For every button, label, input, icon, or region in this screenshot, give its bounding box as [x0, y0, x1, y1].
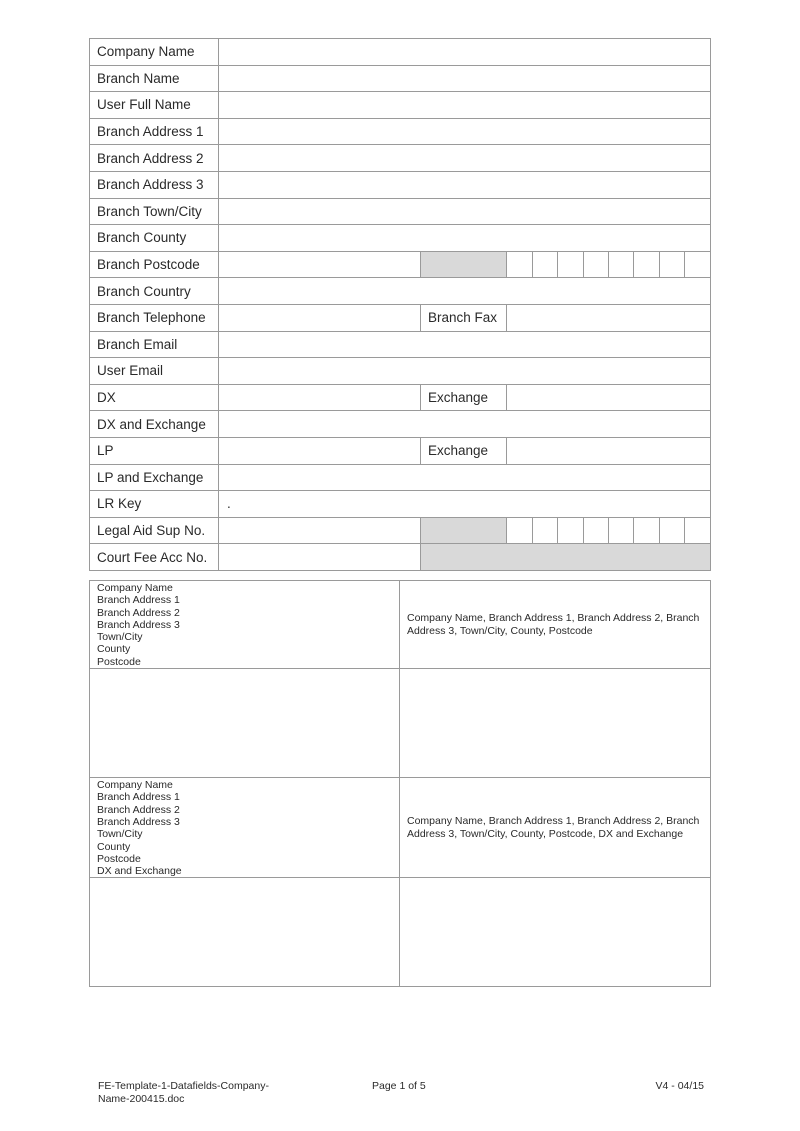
row-branch-address-3 — [90, 171, 711, 198]
row-legal-aid-sup-no — [90, 517, 711, 544]
address-block-1-lines — [90, 581, 400, 669]
datafields-form-table — [89, 38, 711, 571]
branch-address-2-label: Branch Address 2 — [90, 145, 219, 172]
lp-exchange-field[interactable] — [507, 437, 711, 464]
branch-country-field[interactable] — [219, 278, 711, 305]
row-company-name — [90, 39, 711, 66]
row-branch-country — [90, 278, 711, 305]
legal-aid-char-box[interactable] — [609, 517, 634, 544]
branch-county-field[interactable] — [219, 225, 711, 252]
row-lp — [90, 437, 711, 464]
address-line: County — [97, 643, 131, 656]
blank-cell[interactable] — [400, 878, 711, 987]
address-block-2-lines — [90, 778, 400, 878]
address-line: Company Name — [97, 582, 173, 594]
lp-field[interactable] — [219, 437, 421, 464]
address-line: Postcode — [97, 655, 141, 668]
postcode-char-box[interactable] — [685, 251, 711, 278]
legal-aid-char-box[interactable] — [558, 517, 584, 544]
branch-country-label: Branch Country — [90, 278, 219, 305]
address-block-1-row — [90, 581, 711, 669]
row-dx — [90, 384, 711, 411]
blank-cell[interactable] — [90, 878, 400, 987]
company-name-label: Company Name — [90, 39, 219, 66]
branch-postcode-label: Branch Postcode — [90, 251, 219, 278]
address-blocks-table — [89, 580, 711, 987]
lr-key-label: LR Key — [90, 491, 219, 518]
branch-name-field[interactable] — [219, 65, 711, 92]
postcode-char-box[interactable] — [533, 251, 558, 278]
dx-and-exchange-field[interactable] — [219, 411, 711, 438]
footer-version: V4 - 04/15 — [655, 1080, 704, 1092]
row-dx-and-exchange — [90, 411, 711, 438]
address-blank-row-2 — [90, 878, 711, 987]
blank-cell[interactable] — [90, 669, 400, 778]
row-lp-and-exchange — [90, 464, 711, 491]
address-line: Branch Address 1 — [97, 594, 180, 607]
branch-email-field[interactable] — [219, 331, 711, 358]
footer-filename: FE-Template-1-Datafields-Company-Name-200415.doc — [98, 1080, 269, 1105]
postcode-char-box[interactable] — [584, 251, 609, 278]
user-full-name-label: User Full Name — [90, 92, 219, 119]
dx-field[interactable] — [219, 384, 421, 411]
postcode-char-box[interactable] — [609, 251, 634, 278]
lp-exchange-label: Exchange — [421, 437, 507, 464]
user-email-label: User Email — [90, 358, 219, 385]
row-branch-address-1 — [90, 118, 711, 145]
user-full-name-field[interactable] — [219, 92, 711, 119]
branch-address-1-label: Branch Address 1 — [90, 118, 219, 145]
court-fee-acc-no-field[interactable] — [219, 544, 421, 571]
branch-county-label: Branch County — [90, 225, 219, 252]
dx-and-exchange-label: DX and Exchange — [90, 411, 219, 438]
address-line: Branch Address 2 — [97, 606, 180, 619]
legal-aid-sup-no-field[interactable] — [219, 517, 421, 544]
legal-aid-char-box[interactable] — [584, 517, 609, 544]
branch-fax-field[interactable] — [507, 304, 711, 331]
postcode-char-box[interactable] — [660, 251, 685, 278]
row-user-full-name — [90, 92, 711, 119]
postcode-char-box[interactable] — [634, 251, 660, 278]
address-line: Postcode — [97, 852, 141, 865]
row-branch-address-2 — [90, 145, 711, 172]
company-name-field[interactable] — [219, 39, 711, 66]
lp-and-exchange-field[interactable] — [219, 464, 711, 491]
blank-cell[interactable] — [400, 669, 711, 778]
legal-aid-char-box[interactable] — [634, 517, 660, 544]
row-court-fee-acc-no — [90, 544, 711, 571]
branch-address-3-label: Branch Address 3 — [90, 171, 219, 198]
branch-telephone-field[interactable] — [219, 304, 421, 331]
postcode-shaded-cell — [421, 251, 507, 278]
address-line: County — [97, 840, 131, 853]
lr-key-field[interactable]: . — [219, 491, 711, 518]
branch-name-label: Branch Name — [90, 65, 219, 92]
branch-address-2-field[interactable] — [219, 145, 711, 172]
branch-address-3-field[interactable] — [219, 171, 711, 198]
row-branch-name — [90, 65, 711, 92]
lp-label: LP — [90, 437, 219, 464]
row-branch-county — [90, 225, 711, 252]
address-line: Company Name — [97, 779, 173, 792]
row-branch-telephone — [90, 304, 711, 331]
branch-address-1-field[interactable] — [219, 118, 711, 145]
dx-exchange-label: Exchange — [421, 384, 507, 411]
row-user-email — [90, 358, 711, 385]
branch-postcode-field[interactable] — [219, 251, 421, 278]
court-fee-shaded-cell — [421, 544, 711, 571]
address-block-2-combined: Company Name, Branch Address 1, Branch Address 2, Branch Address 3, Town/City, County, Postcode, DX and Exchange — [400, 778, 711, 878]
legal-aid-char-box[interactable] — [685, 517, 711, 544]
row-branch-email — [90, 331, 711, 358]
user-email-field[interactable] — [219, 358, 711, 385]
address-line: Branch Address 2 — [97, 803, 180, 816]
legal-aid-shaded-cell — [421, 517, 507, 544]
legal-aid-char-box[interactable] — [660, 517, 685, 544]
branch-fax-label: Branch Fax — [421, 304, 507, 331]
address-line: Branch Address 3 — [97, 815, 180, 828]
row-lr-key — [90, 491, 711, 518]
dx-exchange-field[interactable] — [507, 384, 711, 411]
address-line: DX and Exchange — [97, 865, 182, 878]
legal-aid-char-box[interactable] — [507, 517, 533, 544]
footer-page-number: Page 1 of 5 — [372, 1080, 426, 1092]
address-line: Town/City — [97, 828, 143, 841]
branch-email-label: Branch Email — [90, 331, 219, 358]
branch-telephone-label: Branch Telephone — [90, 304, 219, 331]
address-blank-row-1 — [90, 669, 711, 778]
address-line: Branch Address 3 — [97, 618, 180, 631]
address-block-2-row — [90, 778, 711, 878]
address-line: Town/City — [97, 631, 143, 644]
court-fee-acc-no-label: Court Fee Acc No. — [90, 544, 219, 571]
branch-town-city-label: Branch Town/City — [90, 198, 219, 225]
row-branch-postcode — [90, 251, 711, 278]
dx-label: DX — [90, 384, 219, 411]
address-line: Branch Address 1 — [97, 791, 180, 804]
row-branch-town-city — [90, 198, 711, 225]
branch-town-city-field[interactable] — [219, 198, 711, 225]
lp-and-exchange-label: LP and Exchange — [90, 464, 219, 491]
legal-aid-sup-no-label: Legal Aid Sup No. — [90, 517, 219, 544]
legal-aid-char-box[interactable] — [533, 517, 558, 544]
postcode-char-box[interactable] — [558, 251, 584, 278]
address-block-1-combined: Company Name, Branch Address 1, Branch Address 2, Branch Address 3, Town/City, County, Postcode — [400, 581, 711, 669]
postcode-char-box[interactable] — [507, 251, 533, 278]
